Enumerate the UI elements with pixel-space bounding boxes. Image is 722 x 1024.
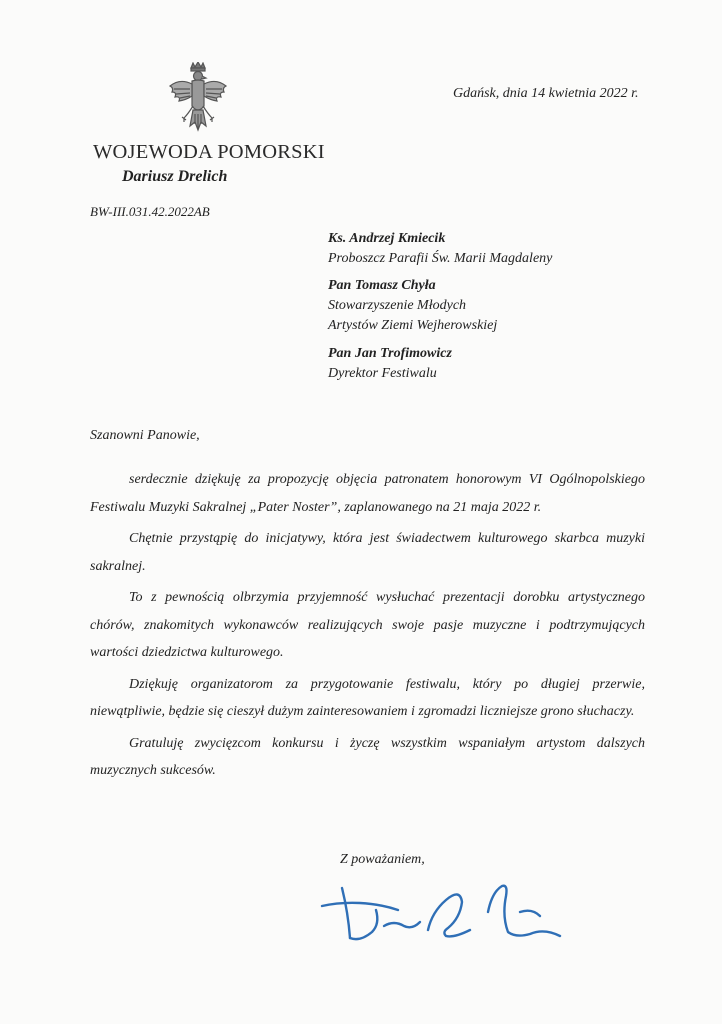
closing: Z poważaniem, (340, 852, 425, 867)
recipient-block (328, 229, 552, 269)
recipient-line: Proboszcz Parafii Św. Marii Magdaleny (328, 251, 553, 266)
paragraph: Chętnie przystąpię do inicjatywy, która jest świadectwem kulturowego skarbca muzyki sakralnej. (90, 531, 645, 574)
recipient-name: Ks. Andrzej Kmiecik (328, 231, 446, 246)
paragraph: serdecznie dziękuję za propozycję objęcia patronatem honorowym VI Ogólnopolskiego Festiwalu Muzyki Sakralnej „Pater Noster”, zaplanowanego na 21 maja 2022 r. (90, 472, 645, 515)
paragraph: Dziękuję organizatorom za przygotowanie festiwalu, który po długiej przerwie, niewątpliwie, będzie się cieszył dużym zainteresowaniem i zgromadzi liczniejsze grono słuchaczy. (90, 676, 645, 719)
paragraph: Gratuluję zwycięzcom konkursu i życzę wszystkim wspaniałym artystom dalszych muzycznych sukcesów. (90, 735, 645, 778)
handwritten-signature (320, 872, 580, 948)
official-name: Dariusz Drelich (122, 168, 228, 185)
place-date: Gdańsk, dnia 14 kwietnia 2022 r. (453, 86, 639, 101)
recipient-line: Stowarzyszenie Młodych (328, 298, 467, 313)
recipient-name: Pan Jan Trofimowicz (328, 346, 452, 361)
office-title: WOJEWODA POMORSKI (93, 141, 325, 163)
recipient-block (328, 276, 497, 336)
recipient-line: Artystów Ziemi Wejherowskiej (328, 318, 498, 333)
recipient-block (328, 344, 452, 384)
recipient-name: Pan Tomasz Chyła (328, 278, 436, 293)
salutation: Szanowni Panowie, (90, 428, 200, 443)
recipient-line: Dyrektor Festiwalu (328, 366, 437, 381)
paragraph: To z pewnością olbrzymia przyjemność wysłuchać prezentacji dorobku artystycznego chórów, znakomitych wykonawców realizujących swoje pasje muzyczne i podtrzymujących wartości dziedzictwa kulturowego. (90, 590, 645, 660)
reference-number: BW-III.031.42.2022AB (90, 204, 210, 219)
letter-body (90, 466, 645, 785)
polish-eagle-emblem-icon (166, 62, 230, 140)
